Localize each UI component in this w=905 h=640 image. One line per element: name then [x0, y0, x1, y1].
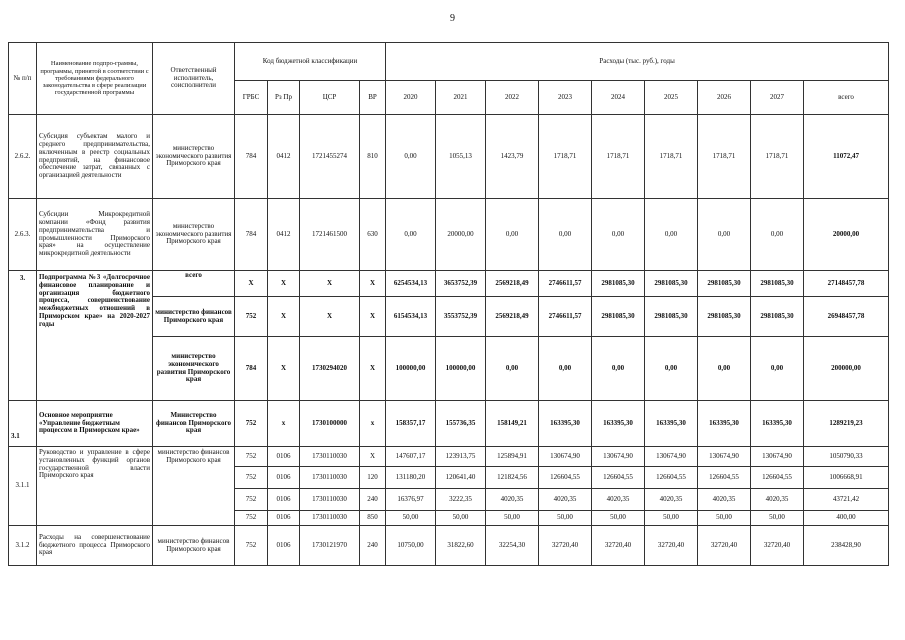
- row-value: 155736,35: [436, 401, 486, 447]
- row-csr: X: [300, 297, 360, 337]
- row-value: 4020,35: [486, 489, 539, 511]
- row-value: 163395,30: [592, 401, 645, 447]
- row-value: 4020,35: [645, 489, 698, 511]
- row-vr: 120: [360, 467, 386, 489]
- budget-expenses-table: [8, 42, 889, 566]
- row-value: 10750,00: [386, 526, 436, 566]
- header-grbs: ГРБС: [235, 81, 268, 115]
- table-row: [9, 447, 889, 467]
- row-name: Расходы на совершенствование бюджетного процесса Приморского края: [37, 526, 153, 566]
- row-value: 2569218,49: [486, 297, 539, 337]
- table-row: [9, 401, 889, 447]
- row-executor: Министерство финансов Приморского края: [153, 401, 235, 447]
- row-vr: X: [360, 337, 386, 401]
- row-rzpr: X: [268, 271, 300, 297]
- row-value: 3653752,39: [436, 271, 486, 297]
- row-value: 32720,40: [645, 526, 698, 566]
- row-value: 158357,17: [386, 401, 436, 447]
- row-vr: 630: [360, 199, 386, 271]
- row-value: 20000,00: [436, 199, 486, 271]
- row-value: 0,00: [486, 337, 539, 401]
- row-value: 1718,71: [751, 115, 804, 199]
- row-name: Основное мероприятие «Управление бюджетным процессом в Приморском крае»: [37, 401, 153, 447]
- row-csr: 1730110030: [300, 467, 360, 489]
- row-name: Субсидия субъектам малого и среднего предпринимательства, включенным в реестр социальных предприятий, на финансовое обеспечение затрат, связанных с организацией деятельности: [37, 115, 153, 199]
- row-value: 126604,55: [539, 467, 592, 489]
- row-value: 16376,97: [386, 489, 436, 511]
- row-csr: 1730121970: [300, 526, 360, 566]
- row-value: 1718,71: [645, 115, 698, 199]
- row-num: 2.6.2.: [9, 115, 37, 199]
- row-value: 0,00: [698, 337, 751, 401]
- row-value: 1423,79: [486, 115, 539, 199]
- row-value: 130674,90: [751, 447, 804, 467]
- row-value: 147607,17: [386, 447, 436, 467]
- table-row: [9, 115, 889, 199]
- row-value: 121824,56: [486, 467, 539, 489]
- row-value: 123913,75: [436, 447, 486, 467]
- row-value: 50,00: [698, 511, 751, 526]
- row-value: 50,00: [645, 511, 698, 526]
- row-value: 0,00: [698, 199, 751, 271]
- row-value: 120641,40: [436, 467, 486, 489]
- row-value: 50,00: [539, 511, 592, 526]
- page-number: 9: [450, 13, 455, 24]
- row-vr: x: [360, 401, 386, 447]
- row-executor: министерство экономического развития Приморского края: [153, 115, 235, 199]
- row-value: 0,00: [592, 337, 645, 401]
- row-vr: 810: [360, 115, 386, 199]
- row-executor: министерство экономического развития Приморского края: [153, 337, 235, 401]
- row-value: 163395,30: [645, 401, 698, 447]
- row-rzpr: X: [268, 337, 300, 401]
- row-value: 32720,40: [751, 526, 804, 566]
- row-executor: всего: [153, 271, 235, 297]
- table-row: [9, 271, 889, 297]
- row-value: 32720,40: [698, 526, 751, 566]
- row-rzpr: X: [268, 297, 300, 337]
- header-year: 2021: [436, 81, 486, 115]
- row-value: 50,00: [751, 511, 804, 526]
- row-value: 130674,90: [645, 447, 698, 467]
- row-num: 3.1.1: [9, 447, 37, 526]
- row-value: 2981085,30: [751, 271, 804, 297]
- row-csr: 1730110030: [300, 447, 360, 467]
- row-value: 0,00: [486, 199, 539, 271]
- row-csr: 1730110030: [300, 511, 360, 526]
- row-value: 0,00: [645, 337, 698, 401]
- row-grbs: 752: [235, 297, 268, 337]
- table-row: [9, 199, 889, 271]
- row-value: 31822,60: [436, 526, 486, 566]
- row-value: 0,00: [592, 199, 645, 271]
- header-csr: ЦСР: [300, 81, 360, 115]
- row-executor: министерство финансов Приморского края: [153, 447, 235, 526]
- row-value: 0,00: [386, 115, 436, 199]
- row-value: 2746611,57: [539, 271, 592, 297]
- row-value: 2981085,30: [645, 297, 698, 337]
- row-value: 2981085,30: [698, 271, 751, 297]
- header-num: № п/п: [9, 43, 37, 115]
- row-vr: X: [360, 297, 386, 337]
- row-num: 3.1.2: [9, 526, 37, 566]
- row-total: 1050790,33: [804, 447, 889, 467]
- row-grbs: 752: [235, 511, 268, 526]
- row-value: 163395,30: [698, 401, 751, 447]
- row-grbs: X: [235, 271, 268, 297]
- row-total: 11072,47: [804, 115, 889, 199]
- row-csr: 1730294020: [300, 337, 360, 401]
- row-value: 0,00: [751, 199, 804, 271]
- row-total: 238428,90: [804, 526, 889, 566]
- row-rzpr: 0106: [268, 511, 300, 526]
- row-executor: министерство финансов Приморского края: [153, 526, 235, 566]
- row-total: 43721,42: [804, 489, 889, 511]
- header-row-1: [9, 43, 889, 81]
- row-value: 158149,21: [486, 401, 539, 447]
- row-csr: 1730100000: [300, 401, 360, 447]
- header-year: 2023: [539, 81, 592, 115]
- row-value: 126604,55: [592, 467, 645, 489]
- row-name: Субсидии Микрокредитной компании «Фонд развития предпринимательства и промышленности Приморского края» на осуществление микрокредитной деятельности: [37, 199, 153, 271]
- row-value: 50,00: [486, 511, 539, 526]
- row-name: Руководство и управление в сфере установленных функций органов государственной власти Приморского края: [37, 447, 153, 526]
- row-rzpr: x: [268, 401, 300, 447]
- row-csr: 1721461500: [300, 199, 360, 271]
- header-year: 2025: [645, 81, 698, 115]
- row-value: 0,00: [386, 199, 436, 271]
- row-total: 26948457,78: [804, 297, 889, 337]
- row-value: 3222,35: [436, 489, 486, 511]
- row-value: 130674,90: [539, 447, 592, 467]
- row-csr: X: [300, 271, 360, 297]
- row-value: 100000,00: [386, 337, 436, 401]
- row-value: 126604,55: [645, 467, 698, 489]
- row-total: 1289219,23: [804, 401, 889, 447]
- row-value: 4020,35: [751, 489, 804, 511]
- row-value: 125894,91: [486, 447, 539, 467]
- row-value: 163395,30: [539, 401, 592, 447]
- row-num: 3.1: [9, 401, 37, 447]
- header-total: всего: [804, 81, 889, 115]
- row-vr: X: [360, 447, 386, 467]
- row-total: 20000,00: [804, 199, 889, 271]
- row-rzpr: 0106: [268, 526, 300, 566]
- row-value: 4020,35: [592, 489, 645, 511]
- row-grbs: 784: [235, 199, 268, 271]
- row-rzpr: 0412: [268, 115, 300, 199]
- row-value: 163395,30: [751, 401, 804, 447]
- row-total: 27148457,78: [804, 271, 889, 297]
- row-csr: 1721455274: [300, 115, 360, 199]
- row-value: 2746611,57: [539, 297, 592, 337]
- row-rzpr: 0106: [268, 489, 300, 511]
- row-value: 100000,00: [436, 337, 486, 401]
- row-value: 50,00: [592, 511, 645, 526]
- row-vr: 850: [360, 511, 386, 526]
- row-grbs: 784: [235, 115, 268, 199]
- row-value: 0,00: [539, 199, 592, 271]
- row-executor: министерство экономического развития Приморского края: [153, 199, 235, 271]
- row-value: 2981085,30: [645, 271, 698, 297]
- row-value: 0,00: [645, 199, 698, 271]
- row-value: 32720,40: [592, 526, 645, 566]
- row-rzpr: 0106: [268, 467, 300, 489]
- header-expenses: Расходы (тыс. руб.), годы: [386, 43, 889, 81]
- row-grbs: 752: [235, 401, 268, 447]
- row-total: 400,00: [804, 511, 889, 526]
- header-year: 2027: [751, 81, 804, 115]
- row-value: 126604,55: [751, 467, 804, 489]
- row-grbs: 752: [235, 489, 268, 511]
- header-name: Наименование подпро-граммы, программы, принятой в соответствии с требованиями федерального законодательства в сфере реализации государственной программы: [37, 43, 153, 115]
- row-value: 2569218,49: [486, 271, 539, 297]
- row-value: 4020,35: [539, 489, 592, 511]
- row-value: 32254,30: [486, 526, 539, 566]
- row-value: 2981085,30: [592, 297, 645, 337]
- row-value: 2981085,30: [751, 297, 804, 337]
- row-value: 3553752,39: [436, 297, 486, 337]
- row-value: 50,00: [386, 511, 436, 526]
- table-row: [9, 526, 889, 566]
- row-value: 2981085,30: [592, 271, 645, 297]
- header-executor: Ответственный исполнитель, соисполнители: [153, 43, 235, 115]
- row-rzpr: 0412: [268, 199, 300, 271]
- header-rzpr: Рз Пр: [268, 81, 300, 115]
- row-total: 200000,00: [804, 337, 889, 401]
- row-value: 130674,90: [698, 447, 751, 467]
- row-rzpr: 0106: [268, 447, 300, 467]
- row-value: 4020,35: [698, 489, 751, 511]
- row-vr: 240: [360, 526, 386, 566]
- row-value: 50,00: [436, 511, 486, 526]
- row-total: 1006668,91: [804, 467, 889, 489]
- header-year: 2026: [698, 81, 751, 115]
- row-vr: X: [360, 271, 386, 297]
- row-value: 1718,71: [539, 115, 592, 199]
- row-grbs: 752: [235, 447, 268, 467]
- row-value: 32720,40: [539, 526, 592, 566]
- row-value: 0,00: [751, 337, 804, 401]
- row-csr: 1730110030: [300, 489, 360, 511]
- row-vr: 240: [360, 489, 386, 511]
- row-grbs: 752: [235, 467, 268, 489]
- row-executor: министерство финансов Приморского края: [153, 297, 235, 337]
- header-budget-code: Код бюджетной классификации: [235, 43, 386, 81]
- row-value: 1718,71: [592, 115, 645, 199]
- row-value: 131180,20: [386, 467, 436, 489]
- row-value: 130674,90: [592, 447, 645, 467]
- header-year: 2020: [386, 81, 436, 115]
- header-year: 2024: [592, 81, 645, 115]
- row-value: 0,00: [539, 337, 592, 401]
- row-value: 1055,13: [436, 115, 486, 199]
- row-num: 2.6.3.: [9, 199, 37, 271]
- row-num: 3.: [9, 271, 37, 401]
- row-grbs: 784: [235, 337, 268, 401]
- row-value: 1718,71: [698, 115, 751, 199]
- row-value: 6154534,13: [386, 297, 436, 337]
- row-grbs: 752: [235, 526, 268, 566]
- header-vr: ВР: [360, 81, 386, 115]
- row-value: 6254534,13: [386, 271, 436, 297]
- header-year: 2022: [486, 81, 539, 115]
- row-value: 2981085,30: [698, 297, 751, 337]
- row-value: 126604,55: [698, 467, 751, 489]
- row-name: Подпрограмма №3 «Долгосрочное финансовое планирование и организация бюджетного процесса, совершенствование межбюджетных отношений в Приморском крае» на 2020-2027 годы: [37, 271, 153, 401]
